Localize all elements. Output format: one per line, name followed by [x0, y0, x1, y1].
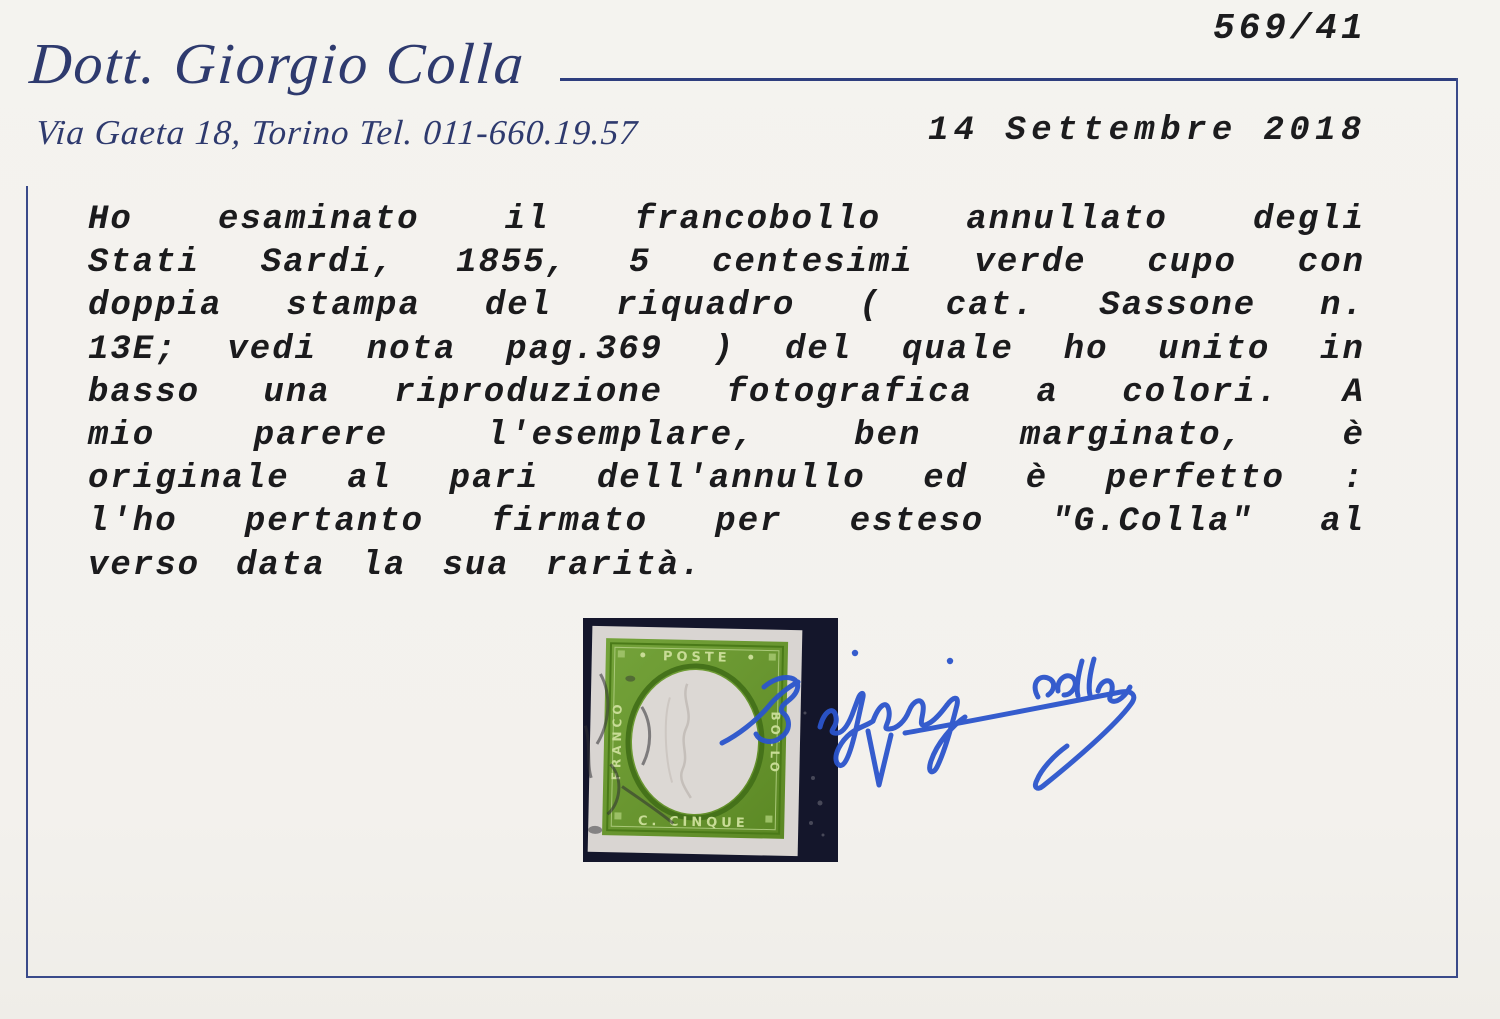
body-word: con	[1297, 244, 1365, 283]
body-word: ed	[923, 460, 969, 499]
body-word: mio	[88, 416, 156, 455]
frame-border-bottom	[26, 976, 1458, 978]
stamp-label-top: POSTE	[662, 649, 731, 666]
body-word: l'ho	[88, 503, 178, 542]
body-word: 5	[628, 244, 652, 283]
body-line	[88, 202, 1365, 245]
body-word: stampa	[286, 287, 421, 326]
body-word: pertanto	[244, 503, 425, 542]
body-word: fotografica	[726, 373, 973, 412]
body-word: quale	[901, 330, 1014, 369]
body-word: al	[347, 460, 393, 499]
letterhead-address: Via Gaeta 18, Torino Tel. 011-660.19.57	[34, 113, 640, 152]
body-word: ho	[1063, 330, 1109, 369]
body-word: del	[784, 330, 853, 369]
body-word: :	[1342, 460, 1365, 499]
stamp-label-right: BOLLO	[767, 711, 783, 777]
stamp-label-bottom: C. CINQUE	[637, 813, 749, 832]
body-word: Stati	[88, 244, 201, 283]
body-word: riproduzione	[394, 373, 664, 412]
body-word: firmato	[491, 503, 649, 542]
body-word: dell'annullo	[596, 460, 866, 499]
expert-signature	[700, 633, 1160, 845]
body-word: riquadro	[616, 287, 796, 326]
body-word: verde	[974, 244, 1087, 283]
body-word: centesimi	[712, 244, 914, 283]
body-word: doppia	[88, 287, 223, 326]
body-word: (	[859, 287, 882, 326]
body-line	[88, 332, 1365, 375]
body-word: del	[484, 287, 553, 326]
body-word: unito	[1158, 330, 1271, 369]
body-line	[88, 418, 1365, 461]
body-word: annullato	[966, 201, 1168, 239]
body-word: 13E;	[88, 330, 178, 369]
body-word: perfetto	[1105, 460, 1285, 499]
body-line	[88, 504, 1365, 547]
body-word: per	[715, 503, 783, 542]
body-word: una	[263, 373, 331, 412]
body-word: pag.369	[506, 330, 663, 369]
body-word: l'esemplare,	[486, 416, 756, 455]
body-word: è	[1025, 460, 1049, 499]
body-word: marginato,	[1019, 416, 1244, 455]
body-word: parere	[253, 416, 389, 455]
body-word: francobollo	[634, 201, 882, 239]
body-word: verso	[88, 546, 201, 585]
body-text	[88, 202, 1365, 591]
body-line	[88, 548, 1365, 591]
body-word: nota	[366, 330, 457, 369]
body-word: in	[1320, 330, 1365, 369]
body-word: Ho	[88, 201, 133, 239]
letterhead-name: Dott. Giorgio Colla	[27, 31, 528, 96]
body-word: al	[1320, 503, 1365, 542]
body-word: a	[1036, 373, 1059, 412]
body-line	[88, 461, 1365, 504]
certificate-number: 569/41	[1213, 8, 1367, 49]
body-word: sua	[442, 546, 510, 585]
body-word: colori.	[1122, 373, 1280, 412]
stamp-label-left: FRANCO	[609, 700, 625, 781]
body-word: Sassone	[1099, 287, 1257, 326]
body-word: n.	[1320, 287, 1365, 326]
body-word: vedi	[227, 330, 318, 369]
letterhead-rule	[560, 78, 1458, 81]
body-word: la	[361, 546, 407, 585]
frame-border-right	[1456, 78, 1458, 978]
frame-border-left	[26, 186, 28, 978]
body-word: cat.	[945, 287, 1036, 326]
body-word: ben	[854, 416, 922, 455]
body-word: )	[712, 330, 736, 369]
body-word: 1855,	[456, 244, 569, 283]
body-word: Sardi,	[260, 244, 396, 283]
body-word: data	[236, 546, 326, 585]
body-word: A	[1342, 373, 1365, 412]
body-word: il	[504, 201, 550, 239]
body-word: rarità.	[545, 546, 703, 585]
body-word: degli	[1252, 201, 1365, 239]
body-word: esaminato	[217, 201, 420, 239]
body-word: pari	[449, 460, 540, 499]
body-word: è	[1342, 416, 1365, 455]
body-line	[88, 288, 1365, 331]
body-word: cupo	[1147, 244, 1237, 283]
body-word: esteso	[849, 503, 985, 542]
body-word: "G.Colla"	[1051, 503, 1253, 542]
body-line	[88, 375, 1365, 418]
body-line	[88, 245, 1365, 288]
certificate-date: 14 Settembre 2018	[928, 112, 1367, 150]
body-word: originale	[88, 460, 290, 499]
body-word: basso	[88, 373, 201, 412]
